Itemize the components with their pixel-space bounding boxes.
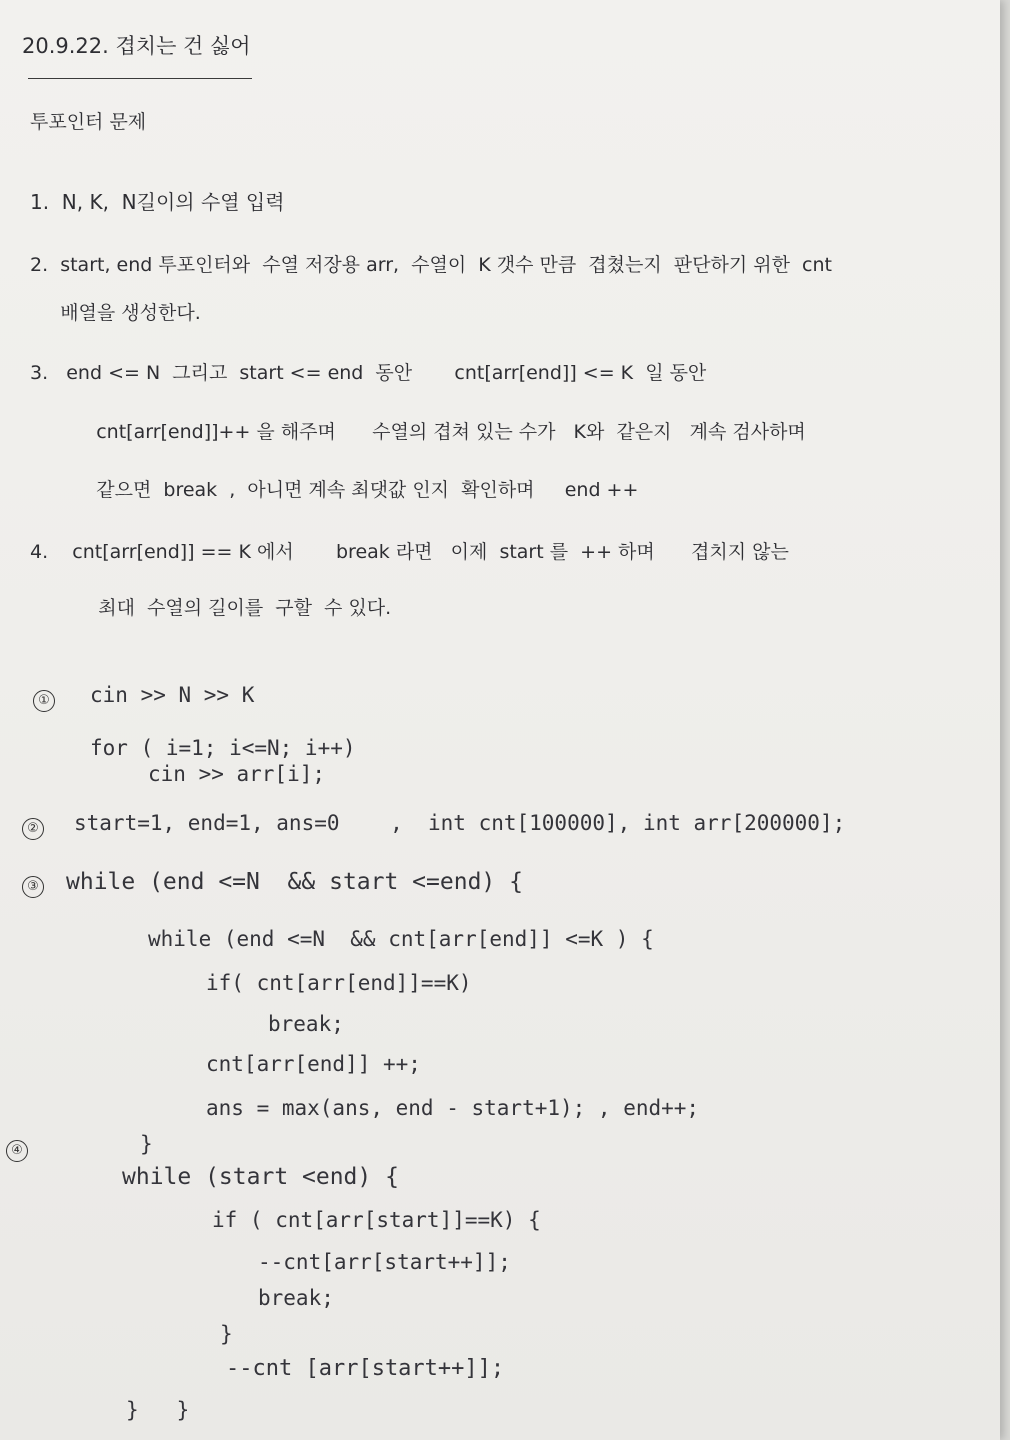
code-close-if: } xyxy=(220,1322,233,1346)
subtitle: 투포인터 문제 xyxy=(30,111,147,133)
code-cnt-inc: cnt[arr[end]] ++; xyxy=(206,1052,421,1076)
code-break-2: break; xyxy=(258,1286,334,1310)
step-2: 2. start, end 투포인터와 수열 저장용 arr, 수열이 K 갯수 만큼 겹쳤는지 판단하기 위한 cnt xyxy=(30,254,832,276)
marker-4: ④ xyxy=(6,1140,28,1162)
step-4-continued: 최대 수열의 길이를 구할 수 있다. xyxy=(62,597,392,619)
code-if: if( cnt[arr[end]]==K) xyxy=(206,971,472,995)
date-title: 20.9.22. 겹치는 건 싫어 xyxy=(22,34,251,58)
code-start-while: while (start <end) { xyxy=(122,1164,399,1190)
code-if-start: if ( cnt[arr[start]]==K) { xyxy=(212,1208,541,1232)
code-cin: cin >> N >> K xyxy=(90,683,255,707)
step-3-continued: 같으면 break , 아니면 계속 최댓값 인지 확인하며 end ++ xyxy=(60,479,639,501)
code-outer-while: while (end <=N && start <=end) { xyxy=(66,869,523,895)
step-4: 4. cnt[arr[end]] == K 에서 break 라면 이제 start 를 ++ 하며 겹치지 않는 xyxy=(30,541,789,563)
step-2-continued: 배열을 생성한다. xyxy=(30,302,201,324)
code-for: for ( i=1; i<=N; i++) xyxy=(90,736,356,760)
code-close-brace: } xyxy=(140,1132,153,1156)
code-cin-arr: cin >> arr[i]; xyxy=(148,762,326,786)
step-3-detail: cnt[arr[end]]++ 을 해주며 수열의 겹쳐 있는 수가 K와 같은지 계속 검사하며 xyxy=(60,421,806,443)
code-dec-cnt-2: --cnt [arr[start++]]; xyxy=(226,1356,505,1381)
marker-1: ① xyxy=(33,690,55,712)
code-final-braces: } } xyxy=(126,1398,190,1422)
title-underline xyxy=(28,78,252,79)
code-ans-max: ans = max(ans, end - start+1); , end++; xyxy=(206,1096,700,1120)
code-init: start=1, end=1, ans=0 , int cnt[100000], int arr[200000]; xyxy=(74,811,846,835)
step-3: 3. end <= N 그리고 start <= end 동안 cnt[arr[end]] <= K 일 동안 xyxy=(30,362,707,384)
step-1: 1. N, K, N길이의 수열 입력 xyxy=(30,190,285,214)
code-break: break; xyxy=(268,1012,344,1036)
marker-2: ② xyxy=(22,818,44,840)
marker-3: ③ xyxy=(22,876,44,898)
code-dec-cnt: --cnt[arr[start++]]; xyxy=(258,1250,511,1274)
code-inner-while: while (end <=N && cnt[arr[end]] <=K ) { xyxy=(148,927,654,951)
